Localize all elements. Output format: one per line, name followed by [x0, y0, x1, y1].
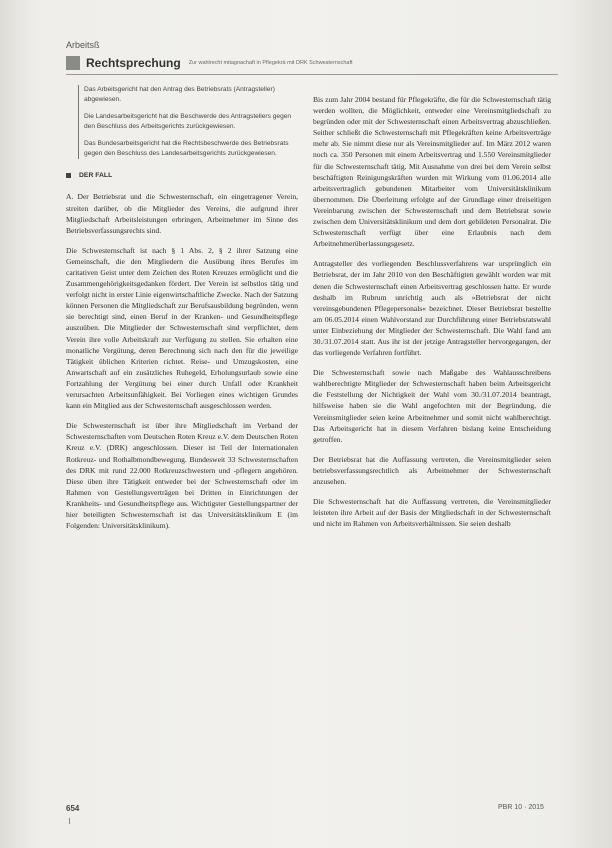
decision-item: Das Arbeitsgericht hat den Antrag des Betriebsrats (Antragsteller) abgewiesen.: [84, 86, 275, 104]
paragraph: Der Betriebsrat hat die Auffassung vertreten, die Vereinsmitglieder seien betriebsverfassungsrechtlich als Arbeitnehmer der Schwesternschaft anzusehen.: [313, 454, 551, 486]
bullet-square-icon: [66, 173, 71, 178]
page-number: 654: [66, 804, 80, 813]
paragraph: Bis zum Jahr 2004 bestand für Pflegekräfte, die für die Schwesternschaft tätig werden wollten, die Möglichkeit, entweder eine Vereinsmitgliedschaft zu begründen oder mit der Schwesternschaft einen Arbeitsvertrag abzuschließen. Seither schließt die Schwesternschaft mit Pflegekräften keine Arbeitsverträge mehr ab. Sie nimmt diese nur als Vereinsmitglieder auf. Im März 2012 waren noch ca. 350 Personen mit einem Arbeitsvertrag und 1.550 Vereinsmitglieder für die Schwesternschaft tätig. Mit Ausnahme von drei bei dem Verein selbst beschäftigten Reinigungskräften wurden mit Wirkung vom 01.06.2014 alle arbeitsvertraglich gebundenen Mitarbeiter vom Universitätsklinikum übernommen. Die Überleitung erfolgte auf der Grundlage einer dreiseitigen Vereinbarung zwischen der Schwesternschaft und dem Betriebsrat sowie zwischen dem Universitätsklinikum und dem dort gebildeten Personalrat. Die Schwesternschaft verfügt über eine Erlaubnis nach dem Arbeitnehmerüberlassungsgesetz.: [313, 95, 551, 249]
paragraph: Die Schwesternschaft hat die Auffassung vertreten, die Vereinsmitglieder leisteten ihre Arbeit auf der Basis der Mitgliedschaft in der Schwesternschaft und nicht im Rahmen von Arbeitsverhältnissen. Sie seien deshalb: [313, 497, 551, 529]
section-title: DER FALL: [79, 172, 113, 180]
header-divider: [66, 74, 558, 75]
decision-item: Das Bundesarbeitsgericht hat die Rechtsbeschwerde des Betriebsrats gegen den Beschluss des Landesarbeitsgerichts zurückgewiesen.: [84, 139, 289, 158]
header-subtitle: Zur wahlrecht mitagnachaft in Pflegekrä mit DRK Schwesternschaft: [188, 60, 353, 66]
section-label: Arbeitsß: [66, 40, 100, 50]
issue-label: PBR 10 · 2015: [498, 804, 544, 811]
decision-summary: [78, 85, 298, 159]
paragraph: A. Der Betriebsrat und die Schwesternschaft, ein eingetragener Verein, streiten darüber, ob die Mitglieder des Vereins, die aufgrund ihrer Mitgliedschaft Arbeitsleistungen erbringen, Arbeitnehmer im Sinne des Betriebsverfassungsrechts sind.: [66, 192, 298, 235]
page-header: [66, 55, 566, 71]
section-heading: [66, 172, 298, 179]
paragraph: Die Schwesternschaft sowie nach Maßgabe des Wahlausschreibens wahlberechtigte Mitglieder der Schwesternschaft haben beim Arbeitsgericht die Feststellung der Nichtigkeit der Wahl vom 30./31.07.2014 beantragt, hilfsweise haben sie die Wahl angefochten mit der Begründung, die Vereinsmitglieder seien keine Arbeitnehmer und somit nicht wahlberechtigt. Das Arbeitsgericht hat in diesem Verfahren bislang keine Entscheidung getroffen.: [313, 368, 551, 444]
right-column: [313, 94, 551, 538]
decision-item: Die Landesarbeitsgericht hat die Beschwerde des Antragstellers gegen den Beschluss des Arbeitsgerichts zurückgewiesen.: [84, 112, 292, 131]
paragraph: Antragsteller des vorliegenden Beschlussverfahrens war ursprünglich ein Betriebsrat, der im Jahr 2010 von den Beschäftigten gewählt worden war mit denen die Schwesternschaft einen Arbeitsvertrag geschlossen hatte. Er wurde deshalb im Rubrum unrichtig auch als »Betriebsrat der nicht vereinsgebundenen Pflegepersonals« bezeichnet. Dieser Betriebsrat bestellte am 06.05.2014 einen Wahlvorstand zur Durchführung einer Betriebsratswahl unter Einbeziehung der Mitglieder der Schwesternschaft. Die Wahl fand am 30./31.07.2014 statt. Aus ihr ist der jetzige Antragsteller hervorgegangen, der das vorliegende Verfahren fortführt.: [313, 259, 551, 358]
header-title: Rechtsprechung: [86, 56, 181, 70]
left-column: [66, 85, 298, 540]
paragraph: Die Schwesternschaft ist über ihre Mitgliedschaft im Verband der Schwesternschaften vom Deutschen Roten Kreuz e.V. dem Deutschen Roten Kreuz e.V. (DRK) angeschlossen. Dieser ist Teil der Internationalen Rotkreuz- und Rothalbmondbewegung. Bundesweit 33 Schwesternschaften des DRK mit rund 22.000 Rotkreuzschwestern und -pflegern angehören. Diese üben ihre Tätigkeit entweder bei der Schwesternschaft oder im Rahmen von Gestellungsverträgen bei Dritten in Einrichtungen der Krankheits- und Gesundheitspflege aus. Wichtigster Gestellungspartner der hier beteiligten Schwesternschaft ist das Universitätsklinikum E (im Folgenden: Universitätsklinikum).: [66, 421, 298, 531]
footer-mark: [69, 818, 70, 824]
paragraph: Die Schwesternschaft ist nach § 1 Abs. 2, § 2 ihrer Satzung eine Gemeinschaft, die den Mitgliedern die Ausübung ihres Berufes im caritativen Geist unter dem Zeichen des Roten Kreuzes ermöglicht und die Zusammengehörigkeitsgedanken fördert. Der Verein ist selbstlos tätig und verfolgt nicht in erster Linie eigenwirtschaftliche Zwecke. Nach der Satzung können Personen die Mitgliedschaft zur Berufsausbildung begründen, wenn sie berechtigt sind, einen Beruf in der Kranken- und Gesundheitspflege auszuüben. Die Mitglieder der Schwesternschaft sind verpflichtet, dem Verein ihre volle Arbeitskraft zur Verfügung zu stellen. Sie erhalten eine monatliche Vergütung, deren Berechnung sich nach den für die jeweilige Tätigkeit üblichen Kriterien richtet. Reise- und Umzugskosten, eine Anwartschaft auf ein zusätzliches Ruhegeld, Erholungsurlaub sowie eine Fortzahlung der Vergütung bei einer durch Unfall oder Krankheit verursachten Arbeitsunfähigkeit. Bei Vorliegen eines wichtigen Grundes kann ein Mitglied aus der Schwesternschaft ausgeschlossen werden.: [66, 245, 298, 411]
header-square-icon: [66, 56, 80, 70]
